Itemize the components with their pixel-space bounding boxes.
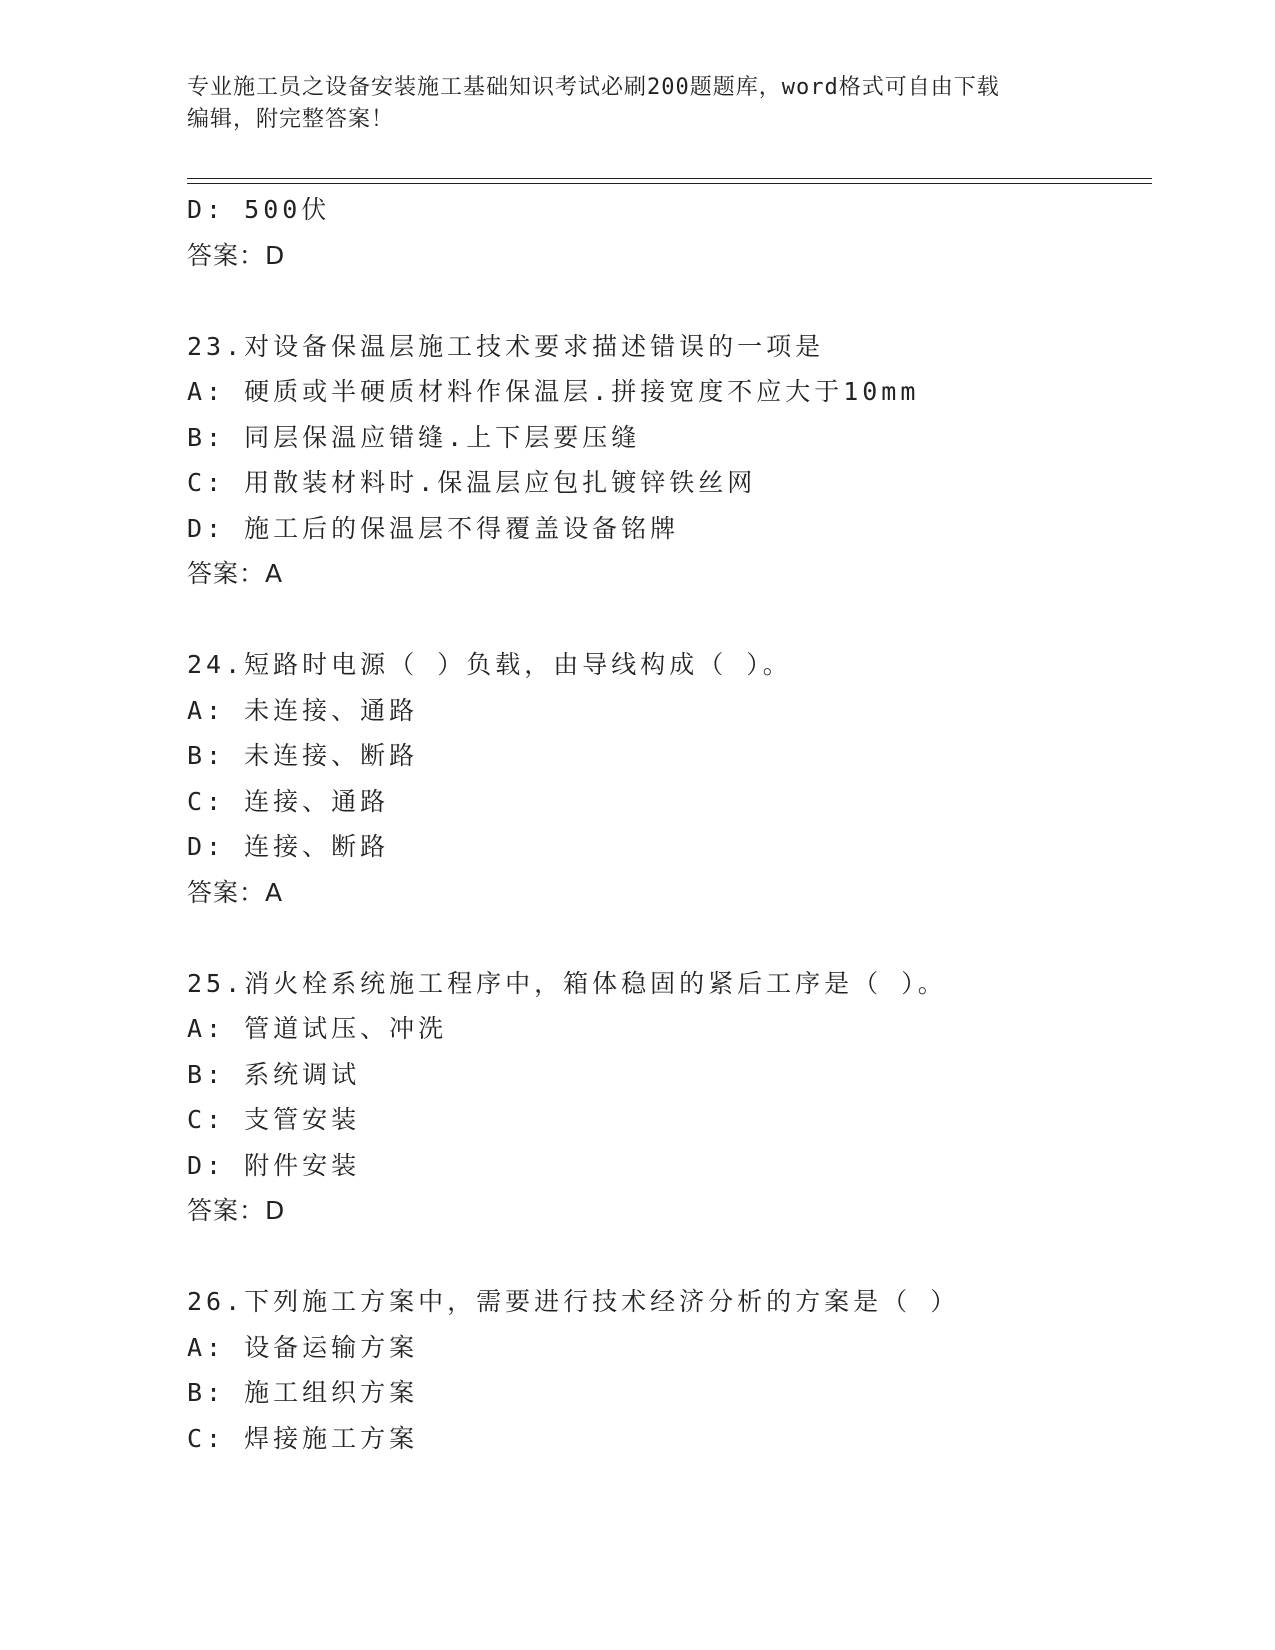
option-a: A: 管道试压、冲洗 (187, 1014, 448, 1043)
option-d: D: 连接、断路 (187, 832, 390, 861)
option-b: B: 同层保温应错缝.上下层要压缝 (187, 422, 641, 452)
option-a: A: 硬质或半硬质材料作保温层.拼接宽度不应大于10mm (187, 377, 920, 406)
option-c: C: 连接、通路 (187, 786, 390, 816)
question-text: 24.短路时电源（ ）负载，由导线构成（ ）。 (187, 650, 792, 679)
answer: 答案：A (187, 559, 284, 588)
question-24 (187, 642, 1147, 915)
question-26 (187, 1279, 1147, 1461)
option-a: A: 设备运输方案 (187, 1332, 419, 1362)
spacer (187, 915, 1147, 961)
question-text: 25.消火栓系统施工程序中，箱体稳固的紧后工序是（ ）。 (187, 968, 947, 998)
header-title-line-1: 专业施工员之设备安装施工基础知识考试必刷200题题库，word格式可自由下载 (187, 75, 1000, 100)
answer: 答案：A (187, 877, 284, 907)
spacer (187, 597, 1147, 643)
question-23 (187, 324, 1147, 597)
question-text: 23.对设备保温层施工技术要求描述错误的一项是 (187, 331, 825, 361)
question-22-tail (187, 187, 1147, 278)
header-title-line-2: 编辑，附完整答案！ (187, 107, 395, 132)
header-divider-top (187, 178, 1152, 179)
option-d: D: 附件安装 (187, 1150, 361, 1180)
spacer (187, 1234, 1147, 1280)
question-25 (187, 961, 1147, 1234)
question-text: 26.下列施工方案中，需要进行技术经济分析的方案是（ ） (187, 1287, 960, 1316)
option-b: B: 未连接、断路 (187, 741, 419, 770)
option-b: B: 施工组织方案 (187, 1378, 419, 1407)
document-header (187, 72, 1067, 136)
spacer (187, 278, 1147, 324)
answer: 答案：D (187, 1196, 286, 1225)
option-c: C: 用散装材料时.保温层应包扎镀锌铁丝网 (187, 468, 757, 497)
option-c: C: 支管安装 (187, 1105, 361, 1134)
answer: 答案：D (187, 240, 286, 270)
option-a: A: 未连接、通路 (187, 695, 419, 725)
option-d: D: 500伏 (187, 195, 331, 224)
header-divider-bottom (187, 183, 1152, 184)
option-c: C: 焊接施工方案 (187, 1423, 419, 1453)
question-list (187, 187, 1147, 1461)
option-d: D: 施工后的保温层不得覆盖设备铭牌 (187, 513, 680, 543)
option-b: B: 系统调试 (187, 1059, 361, 1089)
